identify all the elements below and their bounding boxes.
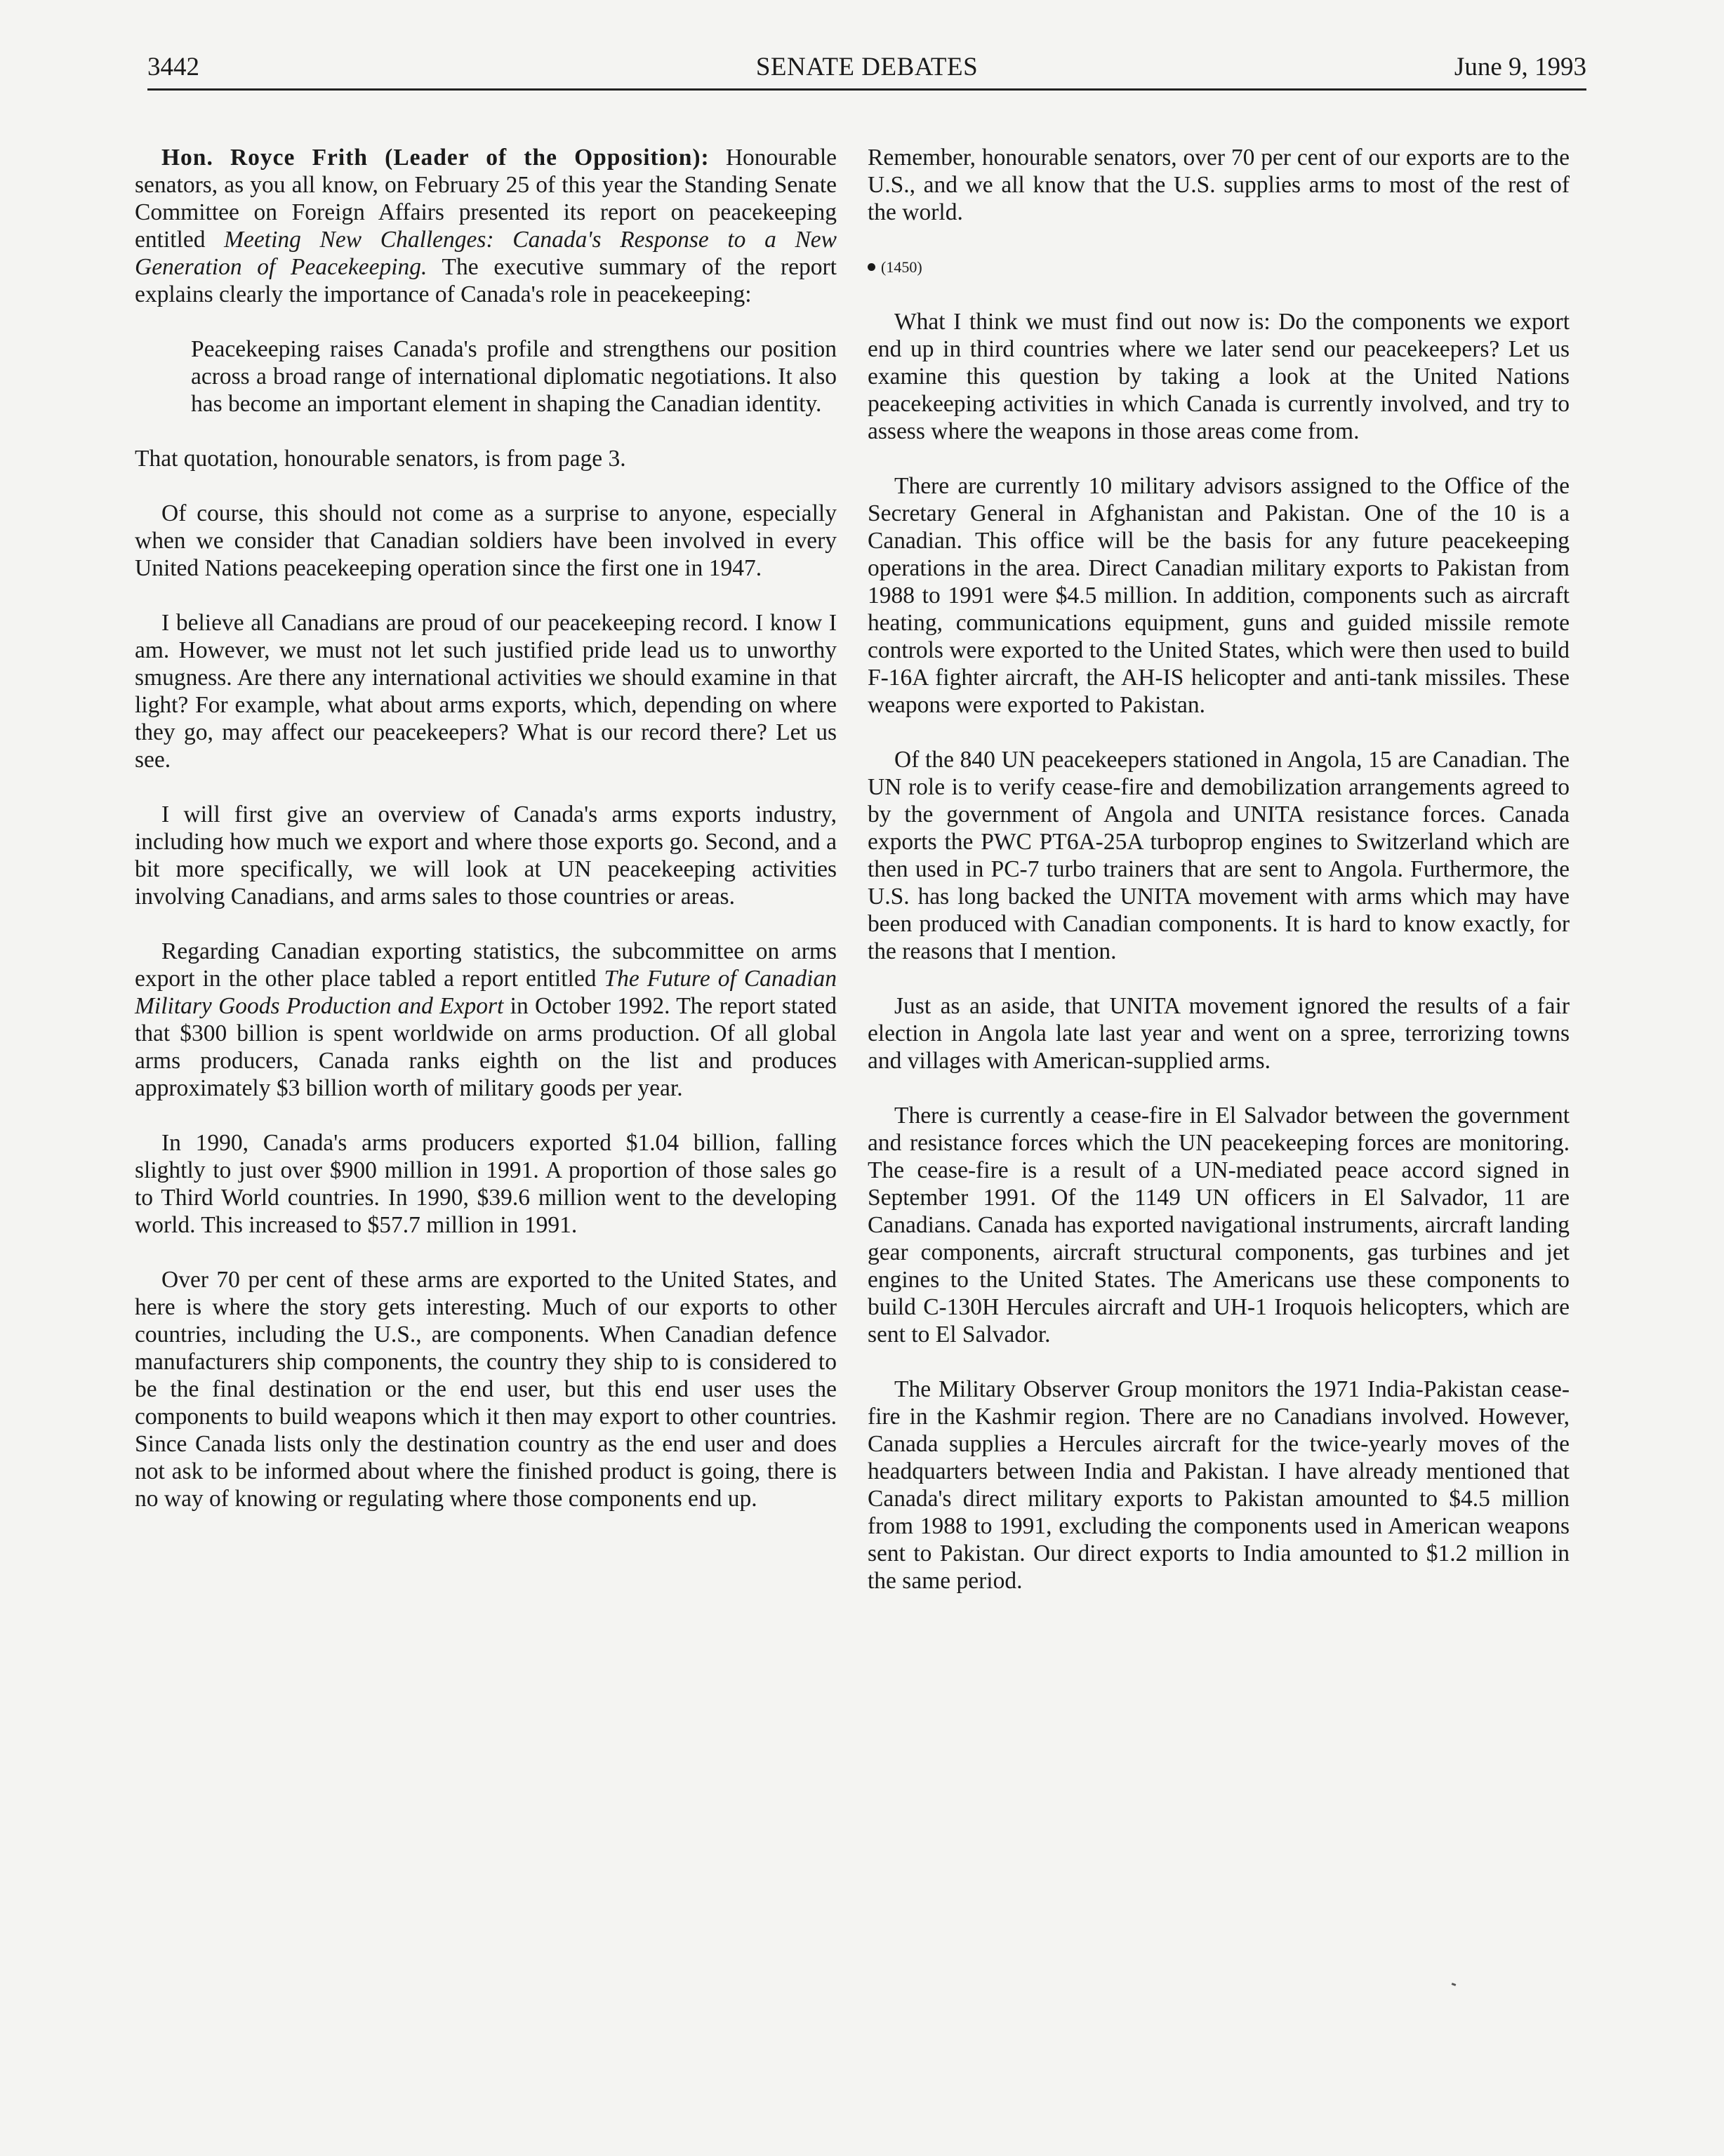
- left-column: [135, 144, 837, 1512]
- paragraph: [135, 144, 837, 308]
- paragraph: [135, 938, 837, 1102]
- paragraph: The Military Observer Group monitors the 1971 India-Pakistan cease-fire in the Kashmir region. There are no Canadians involved. However, Canada supplies a Hercules aircraft for the twice-yearly moves of the headquarters between India and Pakistan. I have already mentioned that Canada's direct military exports to Pakistan amounted to $4.5 million from 1988 to 1991, excluding the components used in American weapons sent to Pakistan. Our direct exports to India amounted to $1.2 million in the same period.: [868, 1376, 1570, 1594]
- page-header: [147, 46, 1586, 91]
- paragraph-text: The executive summary of the report explains clearly the importance of Canada's role in peacekeeping:: [135, 254, 837, 307]
- speaker-name: Hon. Royce Frith (Leader of the Opposition):: [161, 145, 710, 171]
- right-column: [868, 144, 1570, 1595]
- paragraph-text: in October 1992. The report stated that $300 billion is spent worldwide on arms production. Of all global arms producers, Canada ranks eighth on the list and produces approximately $3 billion worth of military goods per year.: [135, 993, 837, 1101]
- block-quote: Peacekeeping raises Canada's profile and strengthens our position across a broad range of international diplomatic negotiations. It also has become an important element in shaping the Canadian identity.: [191, 336, 837, 417]
- paragraph-text: Honourable senators, as you all know, on February 25 of this year the Standing Senate Committee on Foreign Affairs presented its report on peacekeeping entitled: [135, 145, 837, 253]
- paragraph: That quotation, honourable senators, is from page 3.: [135, 446, 626, 472]
- paragraph: Remember, honourable senators, over 70 per cent of our exports are to the U.S., and we all know that the U.S. supplies arms to most of the rest of the world.: [868, 145, 1570, 225]
- paragraph: Over 70 per cent of these arms are exported to the United States, and here is where the story gets interesting. Much of our exports to other countries, including the U.S., are components. When Canadian defence manufacturers ship components, the country they ship to is considered to be the final destination or the end user, but this end user uses the components to build weapons which it then may export to other countries. Since Canada lists only the destination country as the end user and does not ask to be informed about where the finished product is going, there is no way of knowing or regulating where those components end up.: [135, 1267, 837, 1512]
- paragraph: What I think we must find out now is: Do the components we export end up in third countries where we later send our peacekeepers? Let us examine this question by taking a look at the United Nations peacekeeping activities in which Canada is currently involved, and try to assess where the weapons in those areas come from.: [868, 309, 1570, 444]
- paragraph: Of the 840 UN peacekeepers stationed in Angola, 15 are Canadian. The UN role is to verify cease-fire and demobilization arrangements agreed to by the government of Angola and UNITA resistance forces. Canada exports the PWC PT6A-25A turboprop engines to Switzerland which are then used in PC-7 turbo trainers that are sent to Angola. Furthermore, the U.S. has long backed the UNITA movement with arms which may have been produced with Canadian components. It is hard to know exactly, for the reasons that I mention.: [868, 747, 1570, 964]
- paragraph: Just as an aside, that UNITA movement ignored the results of a fair election in Angola late last year and went on a spree, terrorizing towns and villages with American-supplied arms.: [868, 993, 1570, 1074]
- paragraph: There is currently a cease-fire in El Salvador between the government and resistance forces which the UN peacekeeping forces are monitoring. The cease-fire is a result of a UN-mediated peace accord signed in September 1991. Of the 1149 UN officers in El Salvador, 11 are Canadians. Canada has exported navigational instruments, aircraft landing gear components, aircraft structural components, gas turbines and jet engines to the United States. The Americans use these components to build C-130H Hercules aircraft and UH-1 Iroquois helicopters, which are sent to El Salvador.: [868, 1103, 1570, 1348]
- report-title: Meeting New Challenges: Canada's Response to a New Generation of Peacekeeping.: [135, 227, 837, 280]
- report-title: The Future of Canadian Military Goods Production and Export: [135, 966, 837, 1019]
- timestamp: [868, 253, 1570, 281]
- paragraph: I will first give an overview of Canada's arms exports industry, including how much we export and where those exports go. Second, and a bit more specifically, we will look at UN peacekeeping activities involving Canadians, and arms sales to those countries or areas.: [135, 801, 837, 910]
- timestamp-text: (1450): [881, 258, 922, 276]
- paragraph: Of course, this should not come as a surprise to anyone, especially when we consider that Canadian soldiers have been involved in every United Nations peacekeeping operation since the first one in 1947.: [135, 500, 837, 581]
- page-number: 3442: [147, 53, 199, 81]
- paragraph-text: Regarding Canadian exporting statistics, the subcommittee on arms export in the other place tabled a report entitled: [135, 938, 837, 992]
- paragraph: There are currently 10 military advisors assigned to the Office of the Secretary General in Afghanistan and Pakistan. One of the 10 is a Canadian. This office will be the basis for any future peacekeeping operations in the area. Direct Canadian military exports to Pakistan from 1988 to 1991 were $4.5 million. In addition, components such as aircraft heating, communications equipment, guns and guided missile remote controls were exported to the United States, which were then used to build F-16A fighter aircraft, the AH-IS helicopter and anti-tank missiles. These weapons were exported to Pakistan.: [868, 473, 1570, 718]
- page-date: June 9, 1993: [1454, 53, 1586, 81]
- running-title: SENATE DEBATES: [755, 53, 979, 81]
- paragraph: I believe all Canadians are proud of our peacekeeping record. I know I am. However, we must not let such justified pride lead us to unworthy smugness. Are there any international activities we should examine in that light? For example, what about arms exports, which, depending on where they go, may affect our peacekeepers? What is our record there? Let us see.: [135, 610, 837, 773]
- bullet-icon: [868, 263, 875, 271]
- scan-speck: [1452, 1983, 1457, 1986]
- paragraph: In 1990, Canada's arms producers exported $1.04 billion, falling slightly to just over $900 million in 1991. A proportion of those sales go to Third World countries. In 1990, $39.6 million went to the developing world. This increased to $57.7 million in 1991.: [135, 1130, 837, 1238]
